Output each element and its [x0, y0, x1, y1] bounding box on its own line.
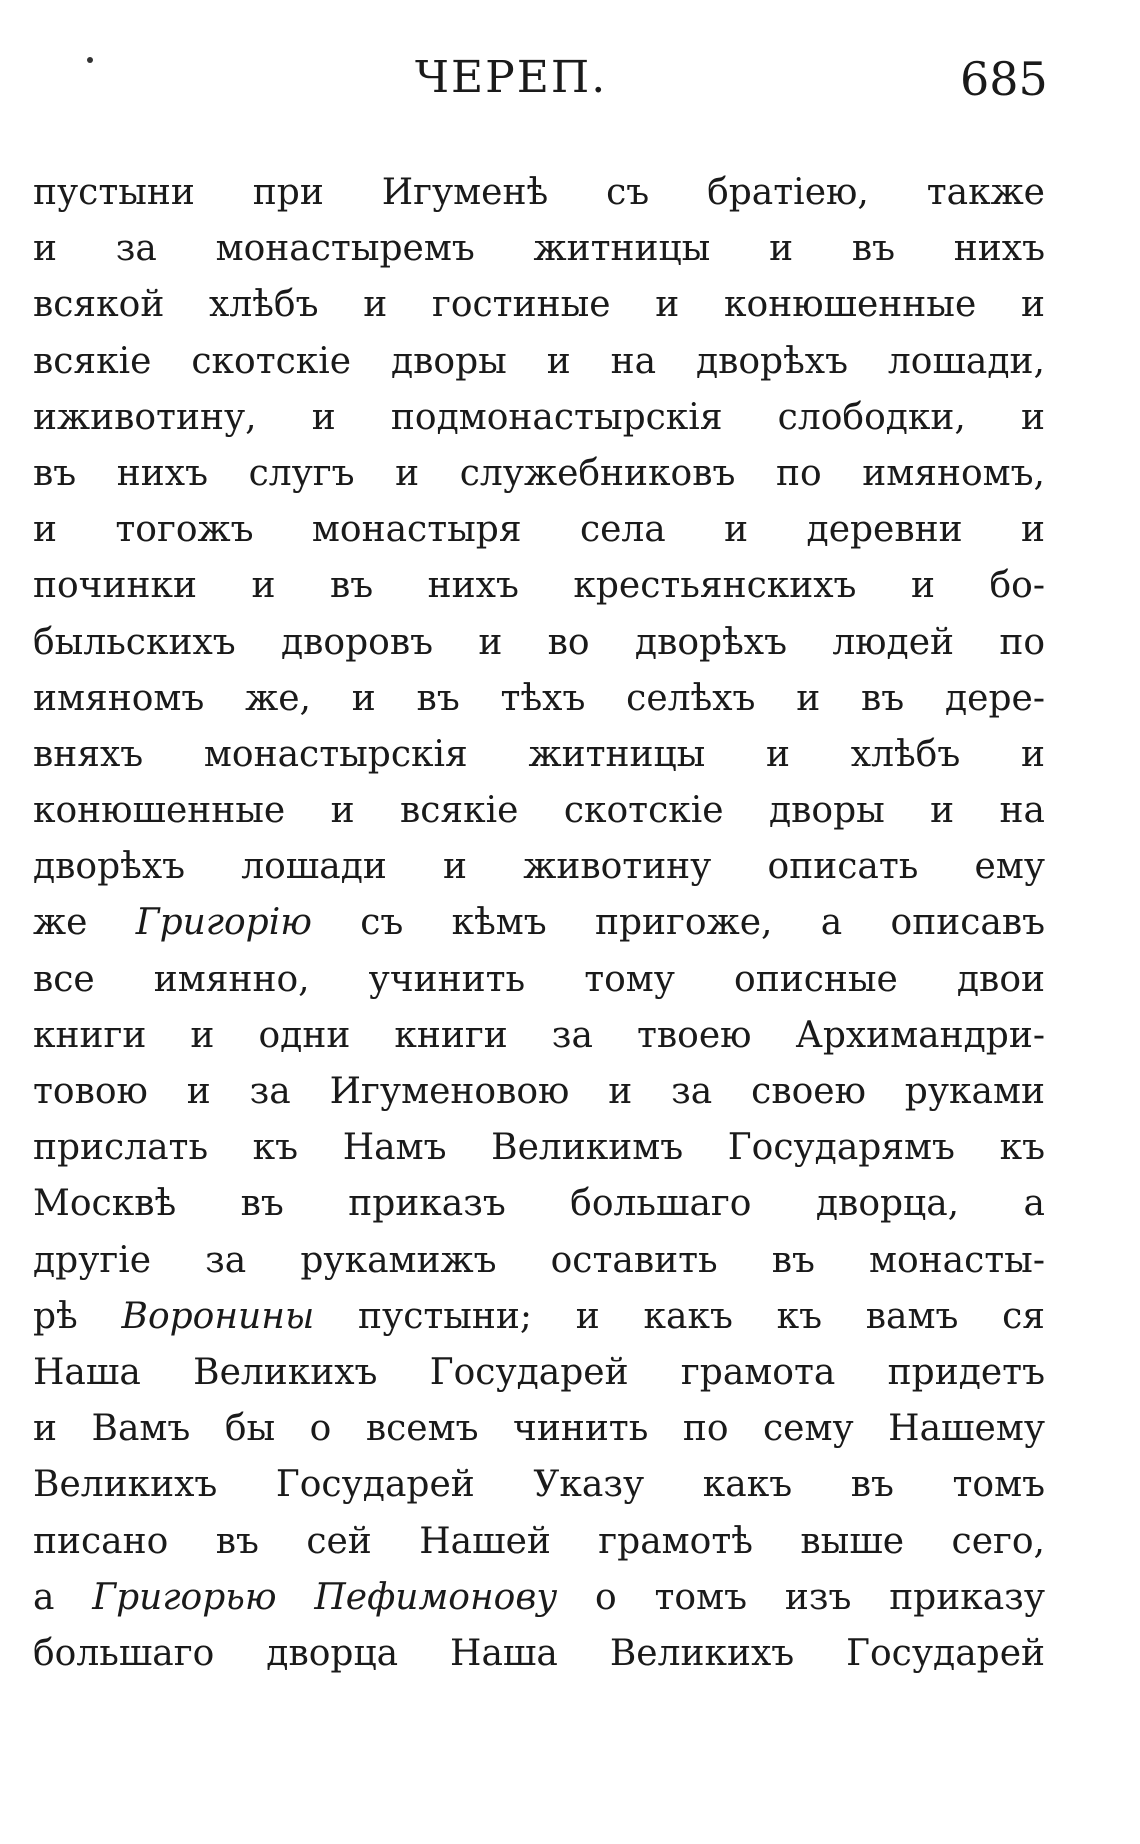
text-line	[33, 502, 1045, 558]
page-number: 685	[960, 52, 1048, 106]
text-segment: же	[33, 902, 136, 944]
text-segment: а	[33, 1576, 93, 1618]
text-line	[33, 334, 1045, 390]
text-line	[33, 1008, 1045, 1064]
text-line	[33, 1120, 1045, 1176]
text-line	[33, 1064, 1045, 1120]
text-line	[33, 1457, 1045, 1513]
text-segment: и тогожъ монастыря села и деревни и	[33, 509, 1045, 551]
text-segment: съ кѣмъ пригоже, а описавъ	[311, 902, 1045, 944]
text-segment: Наша Великихъ Государей грамота придетъ	[33, 1351, 1045, 1393]
text-line	[33, 1570, 1045, 1626]
text-segment: большаго дворца Наша Великихъ Государей	[33, 1632, 1045, 1674]
text-line	[33, 1289, 1045, 1345]
text-segment: и Вамъ бы о всемъ чинить по сему Нашему	[33, 1408, 1045, 1450]
text-segment: пустыни при Игуменѣ съ братіею, также	[33, 172, 1045, 213]
text-line	[33, 1514, 1045, 1570]
text-line	[33, 1345, 1045, 1401]
text-segment: быльскихъ дворовъ и во дворѣхъ людей по	[33, 621, 1045, 663]
text-segment: товою и за Игуменовою и за своею руками	[33, 1071, 1045, 1112]
italic-name: Григорью Пефимонову	[92, 1576, 558, 1618]
text-line	[33, 839, 1045, 895]
italic-name: Григорію	[135, 902, 312, 944]
text-segment: конюшенные и всякіе скотскіе дворы и на	[33, 790, 1045, 832]
text-line	[33, 1401, 1045, 1457]
text-segment: книги и одни книги за твоею Архимандри-	[33, 1014, 1045, 1056]
text-line	[33, 1176, 1045, 1232]
text-segment: рѣ	[33, 1295, 122, 1337]
text-segment: вняхъ монастырскія житницы и хлѣбъ и	[33, 733, 1045, 775]
body-text	[33, 165, 1045, 1682]
text-segment: писано въ сей Нашей грамотѣ выше сего,	[33, 1520, 1045, 1562]
text-line	[33, 277, 1045, 333]
text-line	[33, 1233, 1045, 1289]
running-title: ЧЕРЕП.	[415, 52, 608, 103]
text-line	[33, 1626, 1045, 1682]
text-line	[33, 727, 1045, 783]
text-segment: въ нихъ слугъ и служебниковъ по имяномъ,	[33, 452, 1045, 494]
text-segment: и за монастыремъ житницы и въ нихъ	[33, 228, 1045, 270]
text-line	[33, 671, 1045, 727]
text-segment: пустыни; и какъ къ вамъ ся	[314, 1295, 1045, 1337]
text-segment: иживотину, и подмонастырскія слободки, и	[33, 396, 1045, 438]
text-segment: прислать къ Намъ Великимъ Государямъ къ	[33, 1127, 1045, 1169]
text-line	[33, 783, 1045, 839]
text-segment: всякой хлѣбъ и гостиные и конюшенные и	[33, 284, 1045, 326]
text-line	[33, 615, 1045, 671]
text-segment: починки и въ нихъ крестьянскихъ и бо-	[33, 565, 1045, 607]
italic-name: Воронины	[121, 1295, 315, 1337]
text-segment: имяномъ же, и въ тѣхъ селѣхъ и въ дере-	[33, 677, 1045, 719]
text-line	[33, 165, 1045, 221]
text-line	[33, 895, 1045, 951]
text-segment: все имянно, учинить тому описные двои	[33, 958, 1045, 1000]
text-line	[33, 390, 1045, 446]
text-segment: другіе за рукамижъ оставить въ монасты-	[33, 1239, 1045, 1281]
text-line	[33, 558, 1045, 614]
text-line	[33, 446, 1045, 502]
text-segment: Москвѣ въ приказъ большаго дворца, а	[33, 1183, 1045, 1225]
text-segment: Великихъ Государей Указу какъ въ томъ	[33, 1464, 1045, 1506]
text-segment: дворѣхъ лошади и животину описать ему	[33, 846, 1045, 888]
text-segment: о томъ изъ приказу	[557, 1576, 1045, 1618]
text-line	[33, 221, 1045, 277]
text-segment: всякіе скотскіе дворы и на дворѣхъ лошади,	[33, 340, 1045, 382]
page-header	[0, 52, 1140, 112]
text-line	[33, 952, 1045, 1008]
